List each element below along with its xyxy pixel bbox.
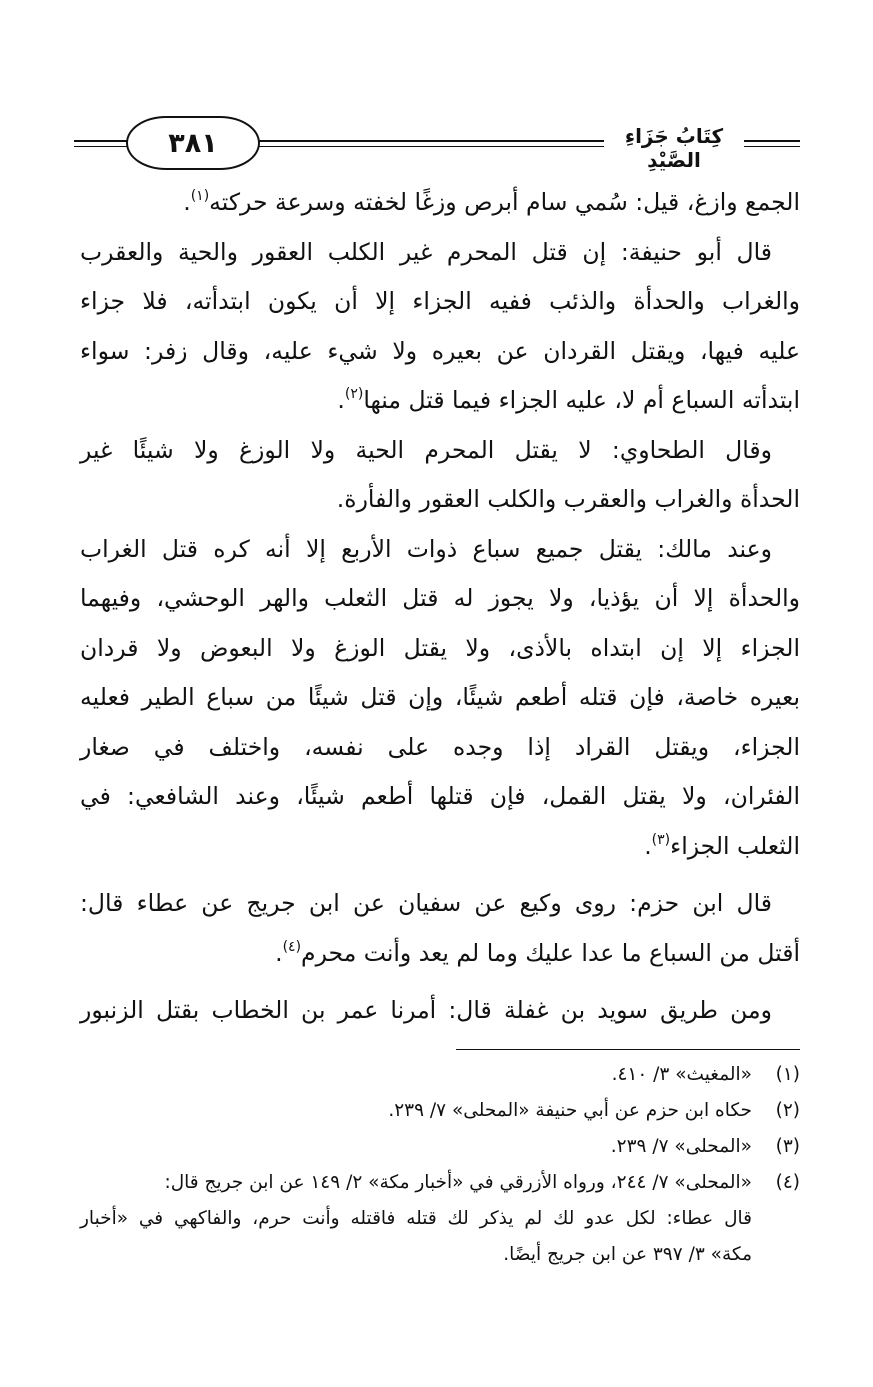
text-line: والحدأة إلا أن يؤذيا، ولا يجوز له قتل الثعلب والهر الوحشي، وفيهما <box>80 584 800 612</box>
text-line: وقال الطحاوي: لا يقتل المحرم الحية ولا الوزغ ولا شيئًا غير <box>80 435 772 464</box>
footnote-ref: (٢) <box>344 386 364 402</box>
footnote-number: (٢) <box>775 1100 800 1121</box>
footnote-ref: (٣) <box>651 831 671 848</box>
footnotes <box>80 1057 800 1273</box>
header-rule <box>254 140 604 142</box>
text-line: عليه فيها، ويقتل القردان عن بعيره ولا شيء عليه، وقال زفر: سواء <box>80 336 800 365</box>
text-line: والغراب والحدأة والذئب ففيه الجزاء إلا أن يكون ابتدأته، فلا جزاء <box>80 287 800 315</box>
footnote-text: «المحلى» ٧/ ٢٤٤، ورواه الأزرقي في «أخبار مكة» ٢/ ١٤٩ عن ابن جريج قال: <box>164 1172 752 1193</box>
header-rule <box>744 140 800 142</box>
text-line: قال ابن حزم: روى وكيع عن سفيان عن ابن جريج عن عطاء قال: <box>80 889 772 917</box>
text-line: الجزاء إلا إن ابتداه بالأذى، ولا يقتل الوزغ ولا البعوض ولا قردان <box>80 633 800 662</box>
footnote-number: (٣) <box>775 1136 800 1157</box>
footnote-text: «المغيث» ٣/ ٤١٠. <box>611 1064 752 1085</box>
footnote-ref: (١) <box>190 188 210 204</box>
footnote-separator <box>456 1049 800 1050</box>
header-rule <box>744 146 800 147</box>
text-line: ومن طريق سويد بن غفلة قال: أمرنا عمر بن الخطاب بقتل الزنبور <box>80 996 772 1024</box>
footnote <box>80 1129 800 1165</box>
footnote-number: (١) <box>775 1064 800 1085</box>
text-line: الفئران، ولا يقتل القمل، فإن قتلها أطعم شيئًا، وعند الشافعي: في <box>80 782 800 810</box>
text-line: الجمع وازغ، قيل: سُمي سام أبرص وزغًا لخفته وسرعة حركته$^{(١)}$. <box>183 188 800 216</box>
footnote-text: حكاه ابن حزم عن أبي حنيفة «المحلى» ٧/ ٢٣٩. <box>388 1100 752 1121</box>
text-line: الحدأة والغراب والعقرب والكلب العقور والفأرة. <box>336 485 800 513</box>
text-line: الثعلب الجزاء$^{(٣)}$. <box>644 831 800 860</box>
footnote-ref: (٤) <box>282 938 302 955</box>
text-line: الجزاء، ويقتل القراد إذا وجده على نفسه، واختلف في صغار <box>80 732 800 761</box>
book-title: كِتَابُ جَزَاءِ الصَّيْدِ <box>624 124 724 172</box>
page-header <box>74 110 800 170</box>
footnote <box>80 1093 800 1129</box>
footnote-continuation: مكة» ٣/ ٣٩٧ عن ابن جريج أيضًا. <box>503 1244 752 1265</box>
text-line: بعيره خاصة، فإن قتله أطعم شيئًا، وإن قتل شيئًا من سباع الطير فعليه <box>80 683 800 711</box>
text-line: ابتدأته السباع أم لا، عليه الجزاء فيما قتل منها$^{(٢)}$. <box>337 386 800 414</box>
footnote <box>80 1165 800 1201</box>
footnote-text: «المحلى» ٧/ ٢٣٩. <box>610 1136 752 1157</box>
text-line: أقتل من السباع ما عدا عليك وما لم يعد وأنت محرم$^{(٤)}$. <box>275 938 800 967</box>
main-text <box>80 178 800 1036</box>
footnote-number: (٤) <box>775 1172 800 1193</box>
text-line: قال أبو حنيفة: إن قتل المحرم غير الكلب العقور والحية والعقرب <box>80 237 772 266</box>
footnote-continuation: قال عطاء: لكل عدو لك لم يذكر لك قتله فاقتله وأنت حرم، والفاكهي في «أخبار <box>80 1208 752 1229</box>
header-rule <box>254 146 604 147</box>
page-number: ٣٨١ <box>126 116 260 170</box>
text-line: وعند مالك: يقتل جميع سباع ذوات الأربع إلا أنه كره قتل الغراب <box>80 534 772 563</box>
footnote <box>80 1057 800 1093</box>
